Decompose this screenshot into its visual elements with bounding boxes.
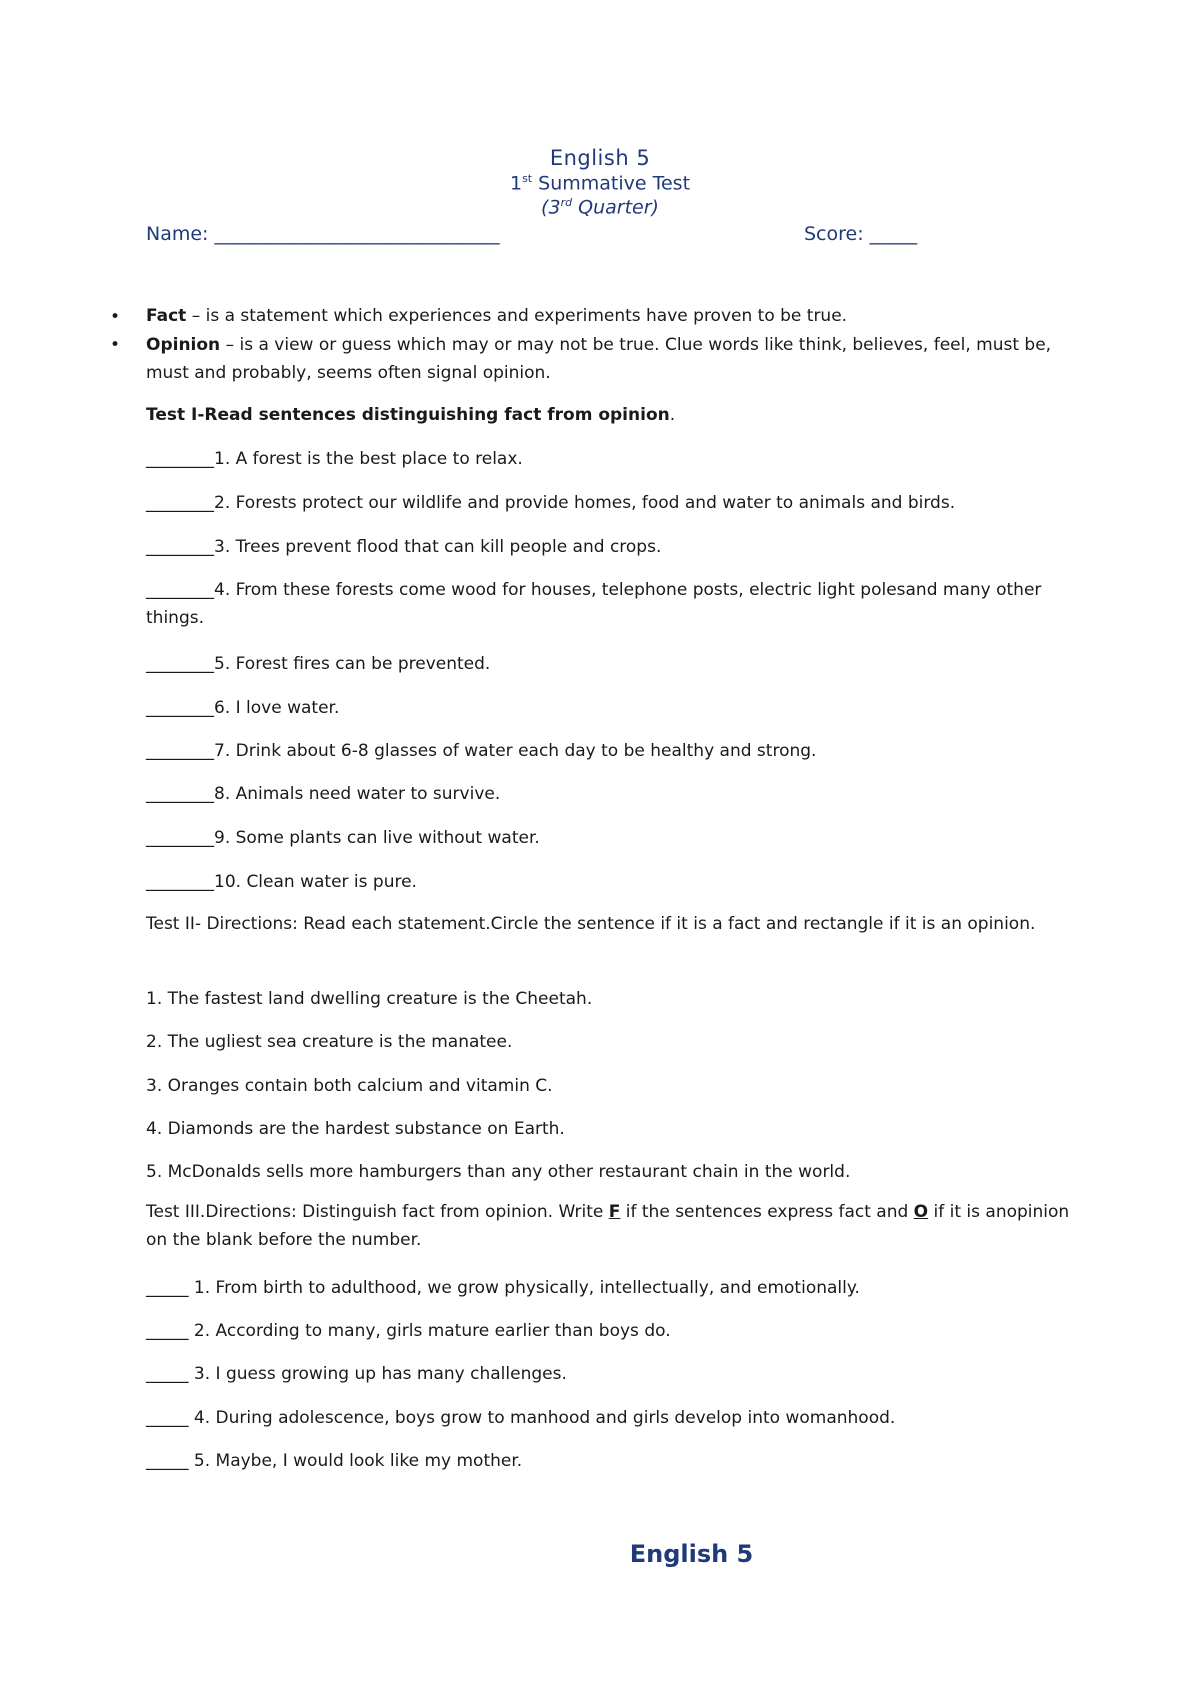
quarter-label: (3rd Quarter) (541, 196, 659, 219)
test1-item: ________8. Animals need water to survive. (146, 784, 501, 804)
score-field: Score: _____ (804, 223, 918, 245)
test2-item: 3. Oranges contain both calcium and vitamin C. (146, 1076, 553, 1096)
test3-heading: Test III.Directions: Distinguish fact from opinion. Write F if the sentences express fact and O if it is anopinion on the blank before the number. (146, 1202, 1070, 1250)
test2-item: 5. McDonalds sells more hamburgers than any other restaurant chain in the world. (146, 1162, 851, 1182)
name-field: Name: ______________________________ (146, 223, 500, 245)
footer-title: English 5 (629, 1540, 754, 1568)
test1-item: ________9. Some plants can live without water. (146, 828, 540, 848)
test1-item: ________6. I love water. (146, 698, 340, 718)
test1-heading: Test I-Read sentences distinguishing fact from opinion. (146, 405, 676, 425)
test1-item: ________10. Clean water is pure. (146, 872, 417, 892)
test3-item: _____ 5. Maybe, I would look like my mother. (146, 1451, 523, 1471)
test3-item: _____ 2. According to many, girls mature earlier than boys do. (146, 1321, 671, 1341)
test3-item: _____ 1. From birth to adulthood, we grow physically, intellectually, and emotionally. (146, 1278, 860, 1298)
test1-item: ________4. From these forests come wood for houses, telephone posts, electric light polesand many other things. (146, 580, 1042, 628)
definition-opinion: Opinion – is a view or guess which may or may not be true. Clue words like think, believes, feel, must be, must and probably, seems often signal opinion. (146, 335, 1052, 383)
bullet-icon: • (110, 307, 121, 327)
test1-item: ________2. Forests protect our wildlife and provide homes, food and water to animals and birds. (146, 493, 956, 513)
test2-item: 2. The ugliest sea creature is the manatee. (146, 1032, 513, 1052)
test3-item: _____ 3. I guess growing up has many challenges. (146, 1364, 567, 1384)
test2-item: 4. Diamonds are the hardest substance on Earth. (146, 1119, 565, 1139)
test2-heading: Test II- Directions: Read each statement.Circle the sentence if it is a fact and rectangle if it is an opinion. (146, 914, 1036, 934)
test1-item: ________5. Forest fires can be prevented. (146, 654, 491, 674)
test3-item: _____ 4. During adolescence, boys grow to manhood and girls develop into womanhood. (146, 1408, 896, 1428)
test-subtitle: 1st Summative Test (509, 172, 691, 195)
test2-item: 1. The fastest land dwelling creature is the Cheetah. (146, 989, 593, 1009)
definition-fact: Fact – is a statement which experiences and experiments have proven to be true. (146, 306, 848, 326)
test1-item: ________3. Trees prevent flood that can kill people and crops. (146, 537, 662, 557)
page-title: English 5 (549, 146, 651, 170)
bullet-icon: • (110, 335, 121, 355)
test1-item: ________1. A forest is the best place to relax. (146, 449, 523, 469)
test1-item: ________7. Drink about 6-8 glasses of water each day to be healthy and strong. (146, 741, 817, 761)
